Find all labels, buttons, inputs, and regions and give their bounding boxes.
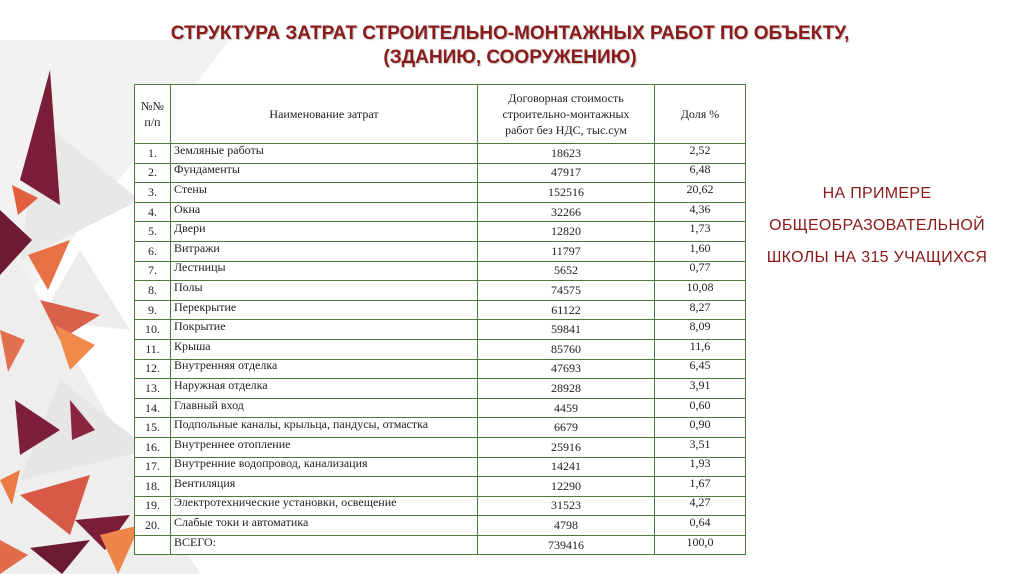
row-share xyxy=(655,222,746,242)
row-cost-name-text: Стены xyxy=(174,181,207,196)
row-contract-cost xyxy=(478,320,655,340)
table-row xyxy=(135,222,746,242)
row-number xyxy=(135,359,171,379)
row-share xyxy=(655,398,746,418)
row-number-text: 4. xyxy=(148,204,157,219)
row-number xyxy=(135,437,171,457)
row-contract-cost xyxy=(478,516,655,536)
row-share xyxy=(655,437,746,457)
row-contract-cost-text: 4798 xyxy=(554,518,578,533)
row-share-text: 100,0 xyxy=(686,534,714,549)
row-cost-name xyxy=(171,281,478,301)
row-contract-cost xyxy=(478,183,655,203)
row-contract-cost xyxy=(478,359,655,379)
row-share xyxy=(655,516,746,536)
row-share xyxy=(655,379,746,399)
table-row xyxy=(135,163,746,183)
row-cost-name xyxy=(171,437,478,457)
row-share-text: 6,45 xyxy=(689,358,711,373)
row-number xyxy=(135,516,171,536)
row-share xyxy=(655,300,746,320)
table-row xyxy=(135,183,746,203)
row-contract-cost xyxy=(478,222,655,242)
row-number xyxy=(135,222,171,242)
row-number xyxy=(135,281,171,301)
row-cost-name-text: Внутренние водопровод, канализация xyxy=(174,456,368,471)
row-share-text: 3,91 xyxy=(689,377,711,392)
row-cost-name-text: Слабые токи и автоматика xyxy=(174,515,309,530)
header-cost-line-1: Договорная стоимость xyxy=(508,91,624,105)
row-number-text: 13. xyxy=(145,380,160,395)
example-note-line-2: ОБЩЕОБРАЗОВАТЕЛЬНОЙ xyxy=(769,217,985,234)
table-row xyxy=(135,300,746,320)
row-number-text: 12. xyxy=(145,361,160,376)
cost-structure-table xyxy=(134,84,746,555)
row-number xyxy=(135,261,171,281)
table-header-row xyxy=(135,85,746,144)
row-number-text: 5. xyxy=(148,224,157,239)
row-contract-cost xyxy=(478,398,655,418)
row-share-text: 1,67 xyxy=(689,475,711,490)
row-cost-name-text: Подпольные каналы, крыльца, пандусы, отмастка xyxy=(174,417,429,432)
row-number-text: 16. xyxy=(145,439,160,454)
header-cost-line-3: работ без НДС, тыс.сум xyxy=(505,123,627,137)
row-number-text: 15. xyxy=(145,420,160,435)
row-share-text: 8,09 xyxy=(689,319,711,334)
row-contract-cost-text: 25916 xyxy=(551,439,581,454)
row-number-text: 19. xyxy=(145,498,160,513)
row-number-text: 20. xyxy=(145,518,160,533)
row-cost-name xyxy=(171,183,478,203)
row-cost-name-text: Внутреннее отопление xyxy=(174,436,291,451)
title-line-2: (ЗДАНИЮ, СООРУЖЕНИЮ) xyxy=(383,47,637,68)
row-contract-cost xyxy=(478,457,655,477)
row-cost-name xyxy=(171,300,478,320)
row-contract-cost-text: 11797 xyxy=(551,243,581,258)
row-contract-cost-text: 739416 xyxy=(548,537,584,552)
row-share xyxy=(655,320,746,340)
header-cost-line-2: строительно-монтажных xyxy=(502,107,630,121)
row-number xyxy=(135,339,171,359)
row-cost-name-text: Земляные работы xyxy=(174,142,264,157)
row-contract-cost xyxy=(478,477,655,497)
row-contract-cost xyxy=(478,241,655,261)
example-note-line-1: НА ПРИМЕРЕ xyxy=(822,185,932,202)
row-cost-name-text: Наружная отделка xyxy=(174,377,268,392)
row-cost-name-text: Вентиляция xyxy=(174,475,236,490)
row-number xyxy=(135,320,171,340)
row-cost-name xyxy=(171,339,478,359)
row-contract-cost-text: 28928 xyxy=(551,380,581,395)
table-body xyxy=(135,144,746,555)
row-share xyxy=(655,359,746,379)
row-contract-cost xyxy=(478,163,655,183)
row-contract-cost xyxy=(478,339,655,359)
row-share xyxy=(655,183,746,203)
table-row xyxy=(135,516,746,536)
row-contract-cost-text: 18623 xyxy=(551,145,581,160)
table-row xyxy=(135,241,746,261)
header-number-line-2: п/п xyxy=(144,115,161,129)
table-row xyxy=(135,359,746,379)
row-contract-cost xyxy=(478,535,655,555)
row-cost-name-text: Главный вход xyxy=(174,397,244,412)
row-number-text: 2. xyxy=(148,165,157,180)
row-share xyxy=(655,457,746,477)
row-share-text: 2,52 xyxy=(689,142,711,157)
row-number-text: 7. xyxy=(148,263,157,278)
row-cost-name-text: Окна xyxy=(174,201,201,216)
row-cost-name xyxy=(171,379,478,399)
table-row xyxy=(135,437,746,457)
example-note xyxy=(752,178,1002,274)
row-contract-cost-text: 59841 xyxy=(551,322,581,337)
row-cost-name xyxy=(171,418,478,438)
row-cost-name xyxy=(171,496,478,516)
row-share-text: 8,27 xyxy=(689,299,711,314)
row-cost-name xyxy=(171,144,478,164)
row-number xyxy=(135,163,171,183)
row-share-text: 10,08 xyxy=(686,279,714,294)
row-number-text: 14. xyxy=(145,400,160,415)
row-contract-cost xyxy=(478,144,655,164)
row-contract-cost-text: 5652 xyxy=(554,263,578,278)
row-share xyxy=(655,163,746,183)
header-number-line-1: №№ xyxy=(141,99,164,113)
row-cost-name xyxy=(171,163,478,183)
row-contract-cost-text: 61122 xyxy=(551,302,581,317)
row-share-text: 0,77 xyxy=(689,260,711,275)
row-cost-name-text: Покрытие xyxy=(174,319,226,334)
row-cost-name-text: Лестницы xyxy=(174,260,226,275)
table-row xyxy=(135,144,746,164)
row-number xyxy=(135,300,171,320)
row-contract-cost xyxy=(478,437,655,457)
row-cost-name xyxy=(171,535,478,555)
row-contract-cost-text: 85760 xyxy=(551,341,581,356)
row-number-text: 11. xyxy=(145,341,160,356)
table-row xyxy=(135,261,746,281)
row-share xyxy=(655,241,746,261)
table-row xyxy=(135,339,746,359)
row-contract-cost xyxy=(478,300,655,320)
row-number-text: 6. xyxy=(148,243,157,258)
row-cost-name-text: Крыша xyxy=(174,338,211,353)
row-share xyxy=(655,339,746,359)
row-contract-cost-text: 31523 xyxy=(551,498,581,513)
row-number xyxy=(135,398,171,418)
table-row xyxy=(135,281,746,301)
row-number-text: 8. xyxy=(148,282,157,297)
row-number xyxy=(135,144,171,164)
row-contract-cost-text: 32266 xyxy=(551,204,581,219)
row-number xyxy=(135,418,171,438)
row-share-text: 0,64 xyxy=(689,515,711,530)
row-cost-name xyxy=(171,516,478,536)
row-cost-name xyxy=(171,222,478,242)
table-row xyxy=(135,202,746,222)
row-cost-name xyxy=(171,398,478,418)
row-share-text: 1,73 xyxy=(689,221,711,236)
row-share-text: 3,51 xyxy=(689,436,711,451)
row-share-text: 1,93 xyxy=(689,456,711,471)
row-number-text: 1. xyxy=(148,145,157,160)
table-total-row xyxy=(135,535,746,555)
row-contract-cost xyxy=(478,379,655,399)
row-contract-cost-text: 4459 xyxy=(554,400,578,415)
example-note-line-3: ШКОЛЫ НА 315 УЧАЩИХСЯ xyxy=(766,249,988,266)
row-share-text: 0,60 xyxy=(689,397,711,412)
row-number-text: 10. xyxy=(145,322,160,337)
row-number xyxy=(135,496,171,516)
row-share-text: 11,6 xyxy=(689,338,711,353)
table-row xyxy=(135,418,746,438)
row-share xyxy=(655,535,746,555)
row-number xyxy=(135,457,171,477)
row-share-text: 1,60 xyxy=(689,240,711,255)
row-number-text: 3. xyxy=(148,184,157,199)
row-number xyxy=(135,241,171,261)
row-number-text: 18. xyxy=(145,478,160,493)
row-number-text: 17. xyxy=(145,459,160,474)
row-share xyxy=(655,261,746,281)
row-number xyxy=(135,535,171,555)
table-row xyxy=(135,379,746,399)
row-cost-name-text: Двери xyxy=(174,221,206,236)
row-share-text: 6,48 xyxy=(689,162,711,177)
row-share-text: 4,27 xyxy=(689,495,711,510)
row-contract-cost xyxy=(478,281,655,301)
header-contract-cost xyxy=(478,85,655,144)
title-line-1: СТРУКТУРА ЗАТРАТ СТРОИТЕЛЬНО-МОНТАЖНЫХ РАБОТ ПО ОБЪЕКТУ, xyxy=(170,23,850,44)
row-contract-cost-text: 47693 xyxy=(551,361,581,376)
row-cost-name-text: Витражи xyxy=(174,240,220,255)
row-share xyxy=(655,496,746,516)
row-number xyxy=(135,183,171,203)
row-cost-name xyxy=(171,477,478,497)
row-contract-cost-text: 74575 xyxy=(551,282,581,297)
row-number xyxy=(135,379,171,399)
row-cost-name xyxy=(171,457,478,477)
row-number xyxy=(135,202,171,222)
row-cost-name xyxy=(171,241,478,261)
row-cost-name-text: Электротехнические установки, освещение xyxy=(174,495,397,510)
row-cost-name-text: Перекрытие xyxy=(174,299,237,314)
row-share-text: 0,90 xyxy=(689,417,711,432)
row-contract-cost xyxy=(478,418,655,438)
table-row xyxy=(135,457,746,477)
row-contract-cost xyxy=(478,202,655,222)
row-contract-cost-text: 152516 xyxy=(548,184,584,199)
row-share xyxy=(655,418,746,438)
table-row xyxy=(135,398,746,418)
row-cost-name xyxy=(171,202,478,222)
row-contract-cost xyxy=(478,261,655,281)
row-number xyxy=(135,477,171,497)
row-share xyxy=(655,202,746,222)
header-share: Доля % xyxy=(655,85,746,144)
row-contract-cost-text: 12820 xyxy=(551,224,581,239)
table-row xyxy=(135,496,746,516)
row-contract-cost-text: 12290 xyxy=(551,478,581,493)
row-cost-name xyxy=(171,359,478,379)
page-title xyxy=(100,22,920,70)
row-cost-name-text: ВСЕГО: xyxy=(174,534,216,549)
table-row xyxy=(135,477,746,497)
row-contract-cost-text: 14241 xyxy=(551,459,581,474)
row-cost-name xyxy=(171,261,478,281)
table-row xyxy=(135,320,746,340)
row-contract-cost-text: 6679 xyxy=(554,420,578,435)
header-number xyxy=(135,85,171,144)
row-contract-cost xyxy=(478,496,655,516)
row-share-text: 4,36 xyxy=(689,201,711,216)
row-share xyxy=(655,144,746,164)
row-share xyxy=(655,477,746,497)
header-cost-name: Наименование затрат xyxy=(171,85,478,144)
row-number-text: 9. xyxy=(148,302,157,317)
row-share-text: 20,62 xyxy=(686,181,714,196)
row-cost-name-text: Фундаменты xyxy=(174,162,240,177)
row-share xyxy=(655,281,746,301)
row-cost-name xyxy=(171,320,478,340)
row-cost-name-text: Полы xyxy=(174,279,203,294)
row-cost-name-text: Внутренняя отделка xyxy=(174,358,278,373)
row-contract-cost-text: 47917 xyxy=(551,165,581,180)
